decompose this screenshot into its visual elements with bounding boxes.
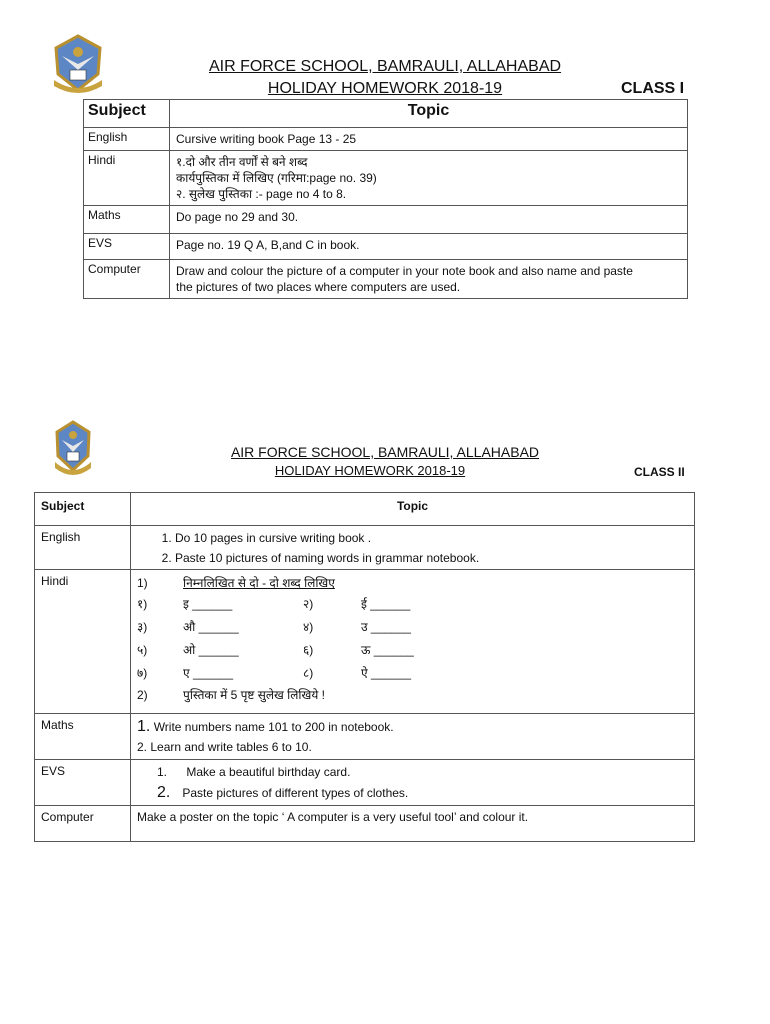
subject-cell: Maths [84, 206, 170, 234]
topic-cell [131, 570, 695, 714]
item-number: 2. [157, 784, 171, 801]
letter-blank: ई ______ [361, 597, 411, 611]
hindi-letter-grid [137, 594, 694, 684]
topic-cell [131, 714, 695, 760]
subject-cell: Maths [35, 714, 131, 760]
list-item: 2. Paste 10 pictures of naming words in grammar notebook. [175, 548, 694, 568]
item-number: २) [303, 597, 314, 611]
letter-blank: ओ ______ [183, 643, 239, 657]
item-number: 1. [137, 718, 151, 735]
item-number: 1. [157, 765, 168, 779]
subject-cell: Computer [35, 806, 131, 842]
english-task-list [131, 528, 694, 568]
item-number: ६) [303, 643, 314, 657]
topic-cell [131, 760, 695, 806]
table-row [35, 806, 695, 842]
topic-line: Do page no 29 and 30. [176, 210, 299, 224]
task-text: Write numbers name 101 to 200 in notebook. [153, 720, 394, 734]
task-text: Paste pictures of different types of clothes. [182, 786, 409, 800]
topic-line: the pictures of two places where computers are used. [176, 280, 461, 294]
topic-line: Cursive writing book Page 13 - 25 [176, 132, 357, 146]
table-row [84, 206, 688, 234]
letter-blank: औ ______ [183, 620, 239, 634]
subject-cell: Hindi [84, 151, 170, 206]
topic-header: Topic [131, 493, 695, 526]
school-crest-logo [54, 420, 92, 481]
table-row [35, 760, 695, 806]
school-name-title: AIR FORCE SCHOOL, BAMRAULI, ALLAHABAD [230, 444, 540, 460]
letter-blank: उ ______ [361, 620, 411, 634]
subject-cell: English [84, 128, 170, 151]
item-number: ५) [137, 643, 148, 657]
homework-title: HOLIDAY HOMEWORK 2018-19 [274, 463, 466, 478]
question-number: 2) [137, 688, 148, 702]
class-label: CLASS II [634, 465, 685, 479]
item-number: ३) [137, 620, 148, 634]
question-text: पुस्तिका में 5 पृष्ट सुलेख लिखिये ! [183, 688, 325, 702]
topic-cell [170, 260, 688, 299]
topic-line: १.दो और तीन वर्णों से बने शब्द [176, 155, 308, 169]
item-number: ७) [137, 666, 148, 680]
topic-line: Draw and colour the picture of a computer in your note book and also name and paste [176, 264, 633, 278]
class-two-homework-table [34, 492, 695, 842]
letter-blank: ऊ ______ [361, 643, 414, 657]
letter-blank: इ ______ [183, 597, 233, 611]
subject-cell: English [35, 526, 131, 570]
school-name-title: AIR FORCE SCHOOL, BAMRAULI, ALLAHABAD [208, 58, 562, 75]
task-text: Make a beautiful birthday card. [186, 765, 351, 779]
letter-blank: ए ______ [183, 666, 234, 680]
subject-cell: Hindi [35, 570, 131, 714]
topic-cell [170, 234, 688, 260]
table-row [84, 128, 688, 151]
topic-cell [170, 128, 688, 151]
letter-blank: ऐ ______ [361, 666, 412, 680]
item-number: ८) [303, 666, 314, 680]
topic-line: कार्यपुस्तिका में लिखिए (गरिमा:page no. 39) [176, 171, 377, 185]
topic-line: Page no. 19 Q A, B,and C in book. [176, 238, 360, 252]
task-text: 2. Learn and write tables 6 to 10. [137, 740, 312, 754]
subject-cell: EVS [84, 234, 170, 260]
class-one-homework-table [83, 99, 688, 299]
table-row [35, 570, 695, 714]
subject-cell: EVS [35, 760, 131, 806]
table-row [84, 260, 688, 299]
subject-cell: Computer [84, 260, 170, 299]
item-number: ४) [303, 620, 314, 634]
table-row [84, 234, 688, 260]
school-crest-logo [52, 34, 104, 99]
item-number: १) [137, 597, 148, 611]
subject-header: Subject [35, 493, 131, 526]
topic-cell [131, 526, 695, 570]
table-row [84, 151, 688, 206]
subject-header: Subject [84, 100, 170, 128]
question-number: 1) [137, 576, 148, 590]
question-text: निम्नलिखित से दो - दो शब्द लिखिए [183, 576, 335, 590]
topic-cell: Make a poster on the topic ‘ A computer is a very useful tool’ and colour it. [131, 806, 695, 842]
topic-header: Topic [170, 100, 688, 128]
topic-cell [170, 151, 688, 206]
table-row [35, 526, 695, 570]
table-row [35, 714, 695, 760]
list-item: 1. Do 10 pages in cursive writing book . [175, 528, 694, 548]
class-label: CLASS I [621, 80, 685, 97]
topic-cell [170, 206, 688, 234]
topic-line: २. सुलेख पुस्तिका :- page no 4 to 8. [176, 187, 347, 201]
homework-title: HOLIDAY HOMEWORK 2018-19 [267, 80, 503, 97]
